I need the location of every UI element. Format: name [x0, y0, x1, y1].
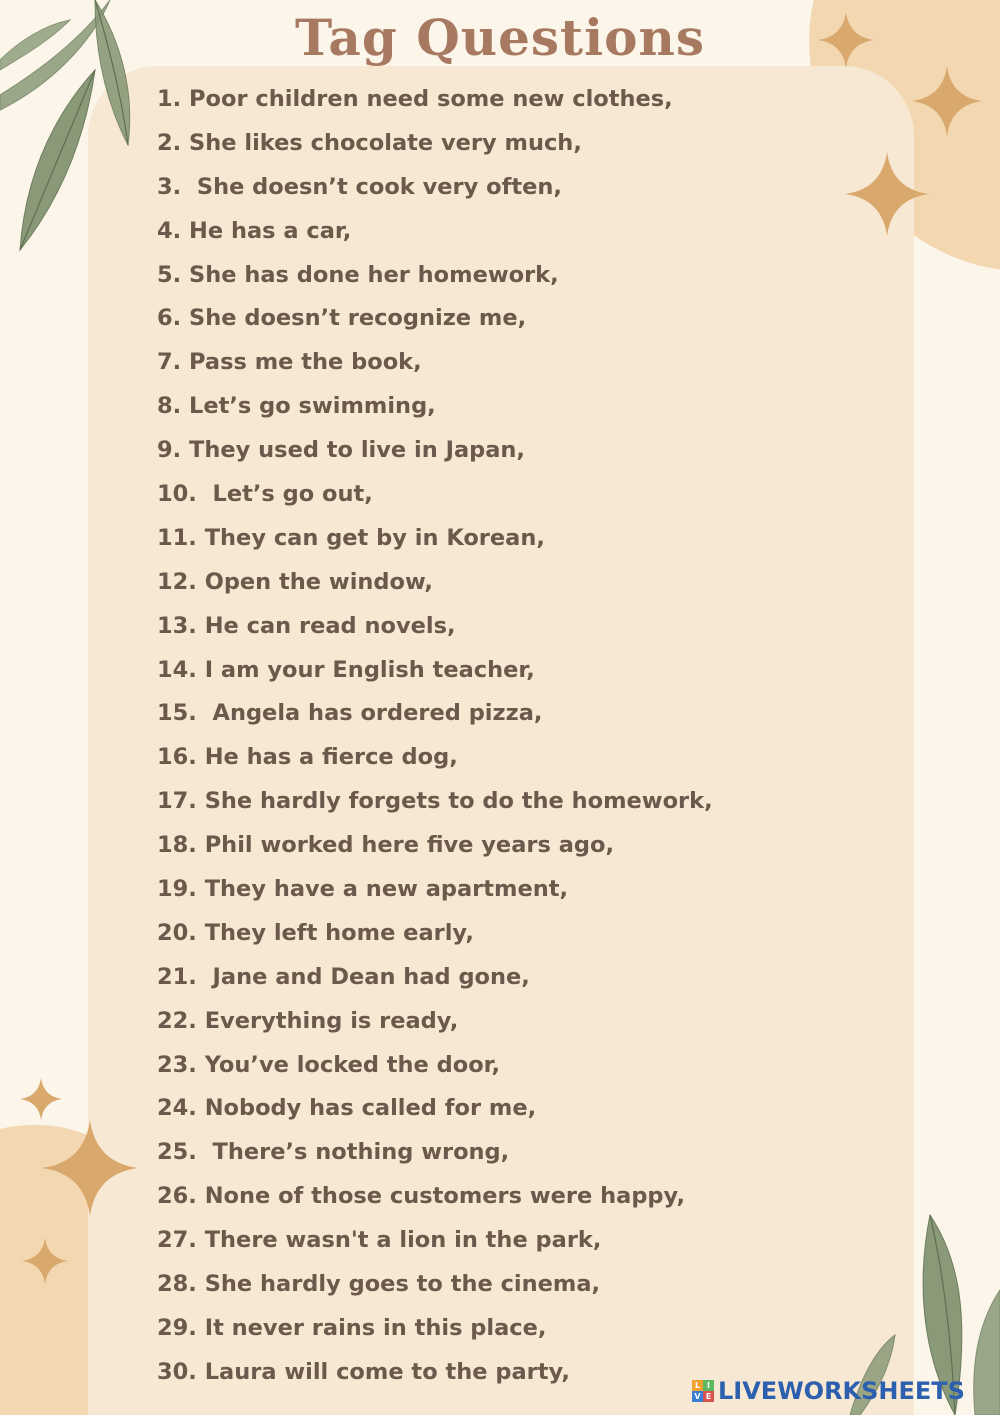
- watermark-text: LIVEWORKSHEETS: [718, 1377, 965, 1405]
- question-item: 5. She has done her homework,: [157, 261, 559, 288]
- question-item: 12. Open the window,: [157, 568, 433, 595]
- question-item: 26. None of those customers were happy,: [157, 1183, 685, 1210]
- logo-letter: V: [692, 1391, 703, 1402]
- logo-letter: E: [703, 1391, 714, 1402]
- question-item: 27. There wasn't a lion in the park,: [157, 1227, 602, 1254]
- question-item: 1. Poor children need some new clothes,: [157, 86, 673, 112]
- logo-letter: I: [703, 1380, 714, 1391]
- question-item: 17. She hardly forgets to do the homework,: [157, 788, 713, 815]
- question-item: 21. Jane and Dean had gone,: [157, 963, 530, 990]
- question-item: 16. He has a fierce dog,: [157, 744, 458, 771]
- logo-letter: L: [692, 1380, 703, 1391]
- sparkle-icon: [845, 152, 929, 236]
- question-item: 30. Laura will come to the party,: [157, 1358, 570, 1385]
- question-item: 29. It never rains in this place,: [157, 1314, 547, 1341]
- question-item: 10. Let’s go out,: [157, 481, 373, 508]
- question-item: 19. They have a new apartment,: [157, 876, 569, 903]
- question-item: 2. She likes chocolate very much,: [157, 129, 582, 156]
- liveworksheets-logo-icon: [692, 1380, 714, 1402]
- liveworksheets-watermark: [692, 1376, 965, 1406]
- question-item: 18. Phil worked here five years ago,: [157, 832, 614, 859]
- question-list: [157, 84, 713, 1401]
- sparkle-icon: [22, 1238, 68, 1284]
- question-item: 24. Nobody has called for me,: [157, 1095, 537, 1122]
- question-item: 13. He can read novels,: [157, 612, 456, 639]
- page-title: Tag Questions: [295, 8, 705, 67]
- question-item: 6. She doesn’t recognize me,: [157, 305, 527, 332]
- question-item: 3. She doesn’t cook very often,: [157, 173, 562, 200]
- question-item: 25. There’s nothing wrong,: [157, 1139, 510, 1166]
- question-item: 4. He has a car,: [157, 217, 352, 244]
- question-item: 8. Let’s go swimming,: [157, 393, 436, 420]
- question-item: 9. They used to live in Japan,: [157, 437, 525, 464]
- question-item: 20. They left home early,: [157, 919, 474, 946]
- question-item: 14. I am your English teacher,: [157, 656, 535, 683]
- sparkle-icon: [42, 1120, 138, 1216]
- question-item: 22. Everything is ready,: [157, 1007, 459, 1034]
- sparkle-icon: [20, 1078, 62, 1120]
- question-item: 7. Pass me the book,: [157, 349, 422, 376]
- question-item: 23. You’ve locked the door,: [157, 1051, 500, 1078]
- question-item: 28. She hardly goes to the cinema,: [157, 1271, 601, 1298]
- question-item: 15. Angela has ordered pizza,: [157, 700, 543, 727]
- question-item: 11. They can get by in Korean,: [157, 524, 545, 551]
- sparkle-icon: [912, 66, 982, 136]
